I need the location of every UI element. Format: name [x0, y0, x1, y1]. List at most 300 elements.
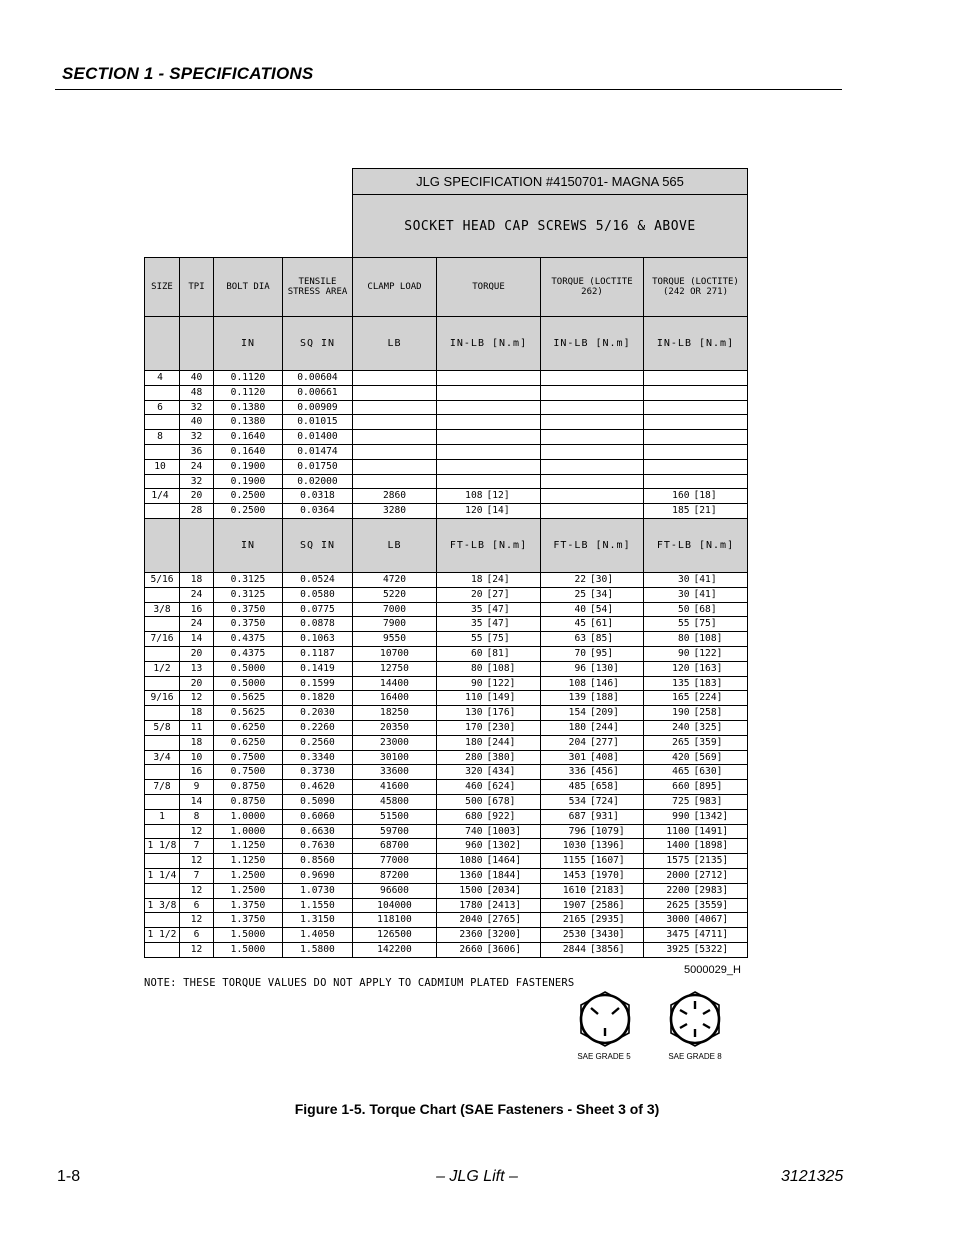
table-row: [145, 691, 748, 706]
table-row: [145, 444, 748, 459]
table-row: [145, 676, 748, 691]
torque-metric: [130]: [590, 662, 619, 674]
torque-metric: [163]: [693, 662, 723, 674]
table-row: [145, 913, 748, 928]
torque-cell: [437, 883, 541, 898]
torque-cell: [644, 371, 748, 386]
torque-metric: [81]: [486, 647, 510, 659]
torque-value: 740: [465, 825, 483, 837]
table-cell: 1/4: [145, 489, 180, 504]
torque-value: 485: [568, 781, 586, 793]
torque-metric: [68]: [693, 603, 717, 615]
table-cell: 33600: [353, 765, 437, 780]
table-cell: [145, 415, 180, 430]
table-cell: 118100: [353, 913, 437, 928]
table-cell: 96600: [353, 883, 437, 898]
torque-value: 55: [470, 633, 483, 645]
table-cell: 7000: [353, 602, 437, 617]
table-cell: 24: [180, 587, 214, 602]
table-cell: 11: [180, 720, 214, 735]
torque-cell: [644, 400, 748, 415]
table-cell: 45800: [353, 794, 437, 809]
grade-8-label: SAE GRADE 8: [668, 1052, 722, 1061]
torque-metric: [983]: [693, 795, 723, 807]
table-cell: 0.5625: [214, 691, 283, 706]
table-cell: 20350: [353, 720, 437, 735]
torque-metric: [2183]: [590, 884, 625, 896]
figure-caption: Figure 1-5. Torque Chart (SAE Fasteners - Sheet 3 of 3): [294, 1101, 660, 1117]
table-cell: [145, 504, 180, 519]
table-cell: 1.2500: [214, 883, 283, 898]
table-cell: [353, 474, 437, 489]
table-cell: 14: [180, 794, 214, 809]
table-cell: [145, 676, 180, 691]
torque-cell: [437, 632, 541, 647]
table-row: [145, 587, 748, 602]
torque-metric: [456]: [590, 766, 619, 778]
torque-cell: [541, 415, 644, 430]
table-row: [145, 839, 748, 854]
column-header-1: TPI: [180, 258, 214, 317]
table-cell: 9550: [353, 632, 437, 647]
torque-value: 45: [574, 618, 586, 630]
torque-metric: [1302]: [486, 840, 522, 852]
table-cell: [145, 883, 180, 898]
table-cell: 14400: [353, 676, 437, 691]
table-cell: 0.00909: [283, 400, 353, 415]
table-cell: 0.8560: [283, 854, 353, 869]
table-cell: 0.1640: [214, 444, 283, 459]
torque-value: 35: [470, 603, 483, 615]
torque-value: 2625: [666, 899, 690, 911]
torque-metric: [176]: [486, 707, 516, 719]
table-cell: 0.1187: [283, 646, 353, 661]
torque-value: 1360: [459, 869, 483, 881]
table-cell: 87200: [353, 868, 437, 883]
torque-cell: [437, 913, 541, 928]
torque-value: 120: [672, 662, 690, 674]
torque-cell: [644, 928, 748, 943]
table-cell: 1.1250: [214, 854, 283, 869]
table-cell: 0.01750: [283, 459, 353, 474]
torque-metric: [61]: [590, 618, 614, 630]
table-cell: 0.1900: [214, 474, 283, 489]
table-cell: 3280: [353, 504, 437, 519]
table-row: [145, 765, 748, 780]
table-cell: 0.7630: [283, 839, 353, 854]
table-cell: 0.3125: [214, 587, 283, 602]
torque-cell: [541, 504, 644, 519]
table-cell: 0.7500: [214, 750, 283, 765]
torque-metric: [47]: [486, 603, 510, 615]
table-cell: 12: [180, 824, 214, 839]
table-cell: 6: [145, 400, 180, 415]
torque-metric: [30]: [590, 573, 614, 585]
table-cell: 1.0000: [214, 824, 283, 839]
table-cell: 7: [180, 868, 214, 883]
table-row: [145, 898, 748, 913]
table-cell: 104000: [353, 898, 437, 913]
table-cell: [353, 385, 437, 400]
torque-metric: [4711]: [693, 929, 729, 941]
spec-line: JLG SPECIFICATION #4150701- MAGNA 565: [353, 169, 748, 195]
torque-value: 2165: [562, 914, 586, 926]
table-row: [145, 430, 748, 445]
torque-metric: [75]: [486, 633, 510, 645]
table-cell: 48: [180, 385, 214, 400]
table-cell: 0.2030: [283, 706, 353, 721]
table-cell: [145, 444, 180, 459]
table-cell: 0.1380: [214, 415, 283, 430]
torque-value: 460: [465, 781, 483, 793]
table-cell: 0.1120: [214, 371, 283, 386]
units-row-large-cell-0: [145, 518, 180, 572]
torque-value: 465: [672, 766, 690, 778]
table-cell: 0.3730: [283, 765, 353, 780]
torque-cell: [644, 854, 748, 869]
torque-value: 1780: [459, 899, 483, 911]
torque-metric: [2135]: [693, 855, 729, 867]
table-cell: 3/8: [145, 602, 180, 617]
table-cell: 0.0524: [283, 572, 353, 587]
torque-metric: [18]: [693, 490, 717, 502]
torque-metric: [146]: [590, 677, 619, 689]
units-row-small-cell-5: IN-LB [N.m]: [437, 317, 541, 371]
torque-metric: [41]: [693, 573, 717, 585]
table-cell: [145, 735, 180, 750]
torque-cell: [437, 898, 541, 913]
table-cell: 0.2500: [214, 504, 283, 519]
table-cell: [145, 706, 180, 721]
units-row-large-cell-2: IN: [214, 518, 283, 572]
torque-cell: [437, 706, 541, 721]
units-row-large-cell-1: [180, 518, 214, 572]
torque-cell: [437, 444, 541, 459]
torque-cell: [644, 444, 748, 459]
torque-cell: [541, 474, 644, 489]
table-cell: [353, 371, 437, 386]
torque-cell: [644, 632, 748, 647]
units-row-large-cell-6: FT-LB [N.m]: [541, 518, 644, 572]
torque-value: 80: [677, 633, 690, 645]
table-cell: 16: [180, 602, 214, 617]
table-cell: 0.1380: [214, 400, 283, 415]
torque-value: 108: [465, 490, 483, 502]
table-cell: 16400: [353, 691, 437, 706]
table-row: [145, 504, 748, 519]
torque-metric: [27]: [486, 588, 510, 600]
column-header-row: [145, 258, 748, 317]
torque-metric: [24]: [486, 573, 510, 585]
torque-cell: [541, 765, 644, 780]
torque-value: 2000: [666, 869, 690, 881]
torque-value: 180: [568, 721, 586, 733]
torque-cell: [437, 430, 541, 445]
torque-cell: [437, 646, 541, 661]
spec-title: SOCKET HEAD CAP SCREWS 5/16 & ABOVE: [353, 195, 748, 258]
torque-value: 160: [672, 490, 690, 502]
table-cell: 1 3/8: [145, 898, 180, 913]
table-cell: [353, 400, 437, 415]
units-row-small: [145, 317, 748, 371]
torque-cell: [541, 661, 644, 676]
torque-value: 25: [574, 588, 586, 600]
torque-value: 990: [672, 810, 690, 822]
torque-metric: [108]: [693, 633, 723, 645]
table-cell: 30100: [353, 750, 437, 765]
torque-value: 165: [672, 692, 690, 704]
table-row: [145, 415, 748, 430]
torque-metric: [85]: [590, 633, 614, 645]
table-cell: 0.1640: [214, 430, 283, 445]
torque-metric: [408]: [590, 751, 619, 763]
table-cell: [353, 415, 437, 430]
torque-value: 1155: [562, 855, 586, 867]
torque-value: 3925: [666, 943, 690, 955]
table-cell: 36: [180, 444, 214, 459]
torque-value: 1453: [562, 869, 586, 881]
torque-metric: [678]: [486, 795, 516, 807]
table-cell: 0.1120: [214, 385, 283, 400]
torque-metric: [244]: [590, 721, 619, 733]
table-cell: 18: [180, 735, 214, 750]
table-cell: 0.02000: [283, 474, 353, 489]
torque-cell: [644, 646, 748, 661]
torque-metric: [1491]: [693, 825, 729, 837]
torque-metric: [931]: [590, 810, 619, 822]
torque-cell: [644, 794, 748, 809]
torque-cell: [541, 602, 644, 617]
column-header-4: CLAMP LOAD: [353, 258, 437, 317]
torque-value: 154: [568, 707, 586, 719]
table-cell: 8: [145, 430, 180, 445]
torque-metric: [244]: [486, 736, 516, 748]
torque-metric: [434]: [486, 766, 516, 778]
table-cell: 1/2: [145, 661, 180, 676]
torque-cell: [644, 913, 748, 928]
section-title: SECTION 1 - SPECIFICATIONS: [62, 64, 314, 83]
torque-metric: [1003]: [486, 825, 522, 837]
torque-metric: [224]: [693, 692, 723, 704]
torque-value: 40: [574, 603, 586, 615]
torque-table: [144, 168, 748, 958]
table-cell: 0.3750: [214, 602, 283, 617]
torque-cell: [437, 794, 541, 809]
torque-value: 80: [470, 662, 483, 674]
table-row: [145, 824, 748, 839]
torque-metric: [1396]: [590, 840, 625, 852]
torque-value: 660: [672, 781, 690, 793]
cadmium-note: NOTE: THESE TORQUE VALUES DO NOT APPLY TO CADMIUM PLATED FASTENERS: [144, 977, 575, 989]
table-cell: 4720: [353, 572, 437, 587]
table-cell: [145, 646, 180, 661]
torque-metric: [359]: [693, 736, 723, 748]
torque-metric: [41]: [693, 588, 717, 600]
table-cell: 6: [180, 928, 214, 943]
torque-cell: [437, 489, 541, 504]
table-cell: [145, 854, 180, 869]
torque-value: 60: [470, 647, 483, 659]
units-row-large-cell-4: LB: [353, 518, 437, 572]
torque-value: 687: [568, 810, 586, 822]
torque-cell: [541, 809, 644, 824]
table-cell: 0.00661: [283, 385, 353, 400]
torque-value: 500: [465, 795, 483, 807]
units-row-small-cell-2: IN: [214, 317, 283, 371]
torque-cell: [437, 868, 541, 883]
table-row: [145, 646, 748, 661]
torque-value: 55: [677, 618, 690, 630]
torque-cell: [644, 706, 748, 721]
table-row: [145, 385, 748, 400]
table-cell: 12: [180, 691, 214, 706]
table-cell: 24: [180, 617, 214, 632]
table-cell: 1.0730: [283, 883, 353, 898]
table-cell: 0.1900: [214, 459, 283, 474]
table-row: [145, 617, 748, 632]
torque-value: 301: [568, 751, 586, 763]
table-row: [145, 942, 748, 957]
table-cell: 0.4620: [283, 780, 353, 795]
torque-cell: [437, 617, 541, 632]
table-cell: 126500: [353, 928, 437, 943]
torque-metric: [2712]: [693, 869, 729, 881]
torque-metric: [230]: [486, 721, 516, 733]
table-cell: 0.9690: [283, 868, 353, 883]
table-row: [145, 371, 748, 386]
table-cell: 5/8: [145, 720, 180, 735]
torque-cell: [644, 868, 748, 883]
torque-cell: [541, 430, 644, 445]
table-cell: 1.2500: [214, 868, 283, 883]
torque-value: 725: [672, 795, 690, 807]
torque-metric: [188]: [590, 692, 619, 704]
table-cell: 59700: [353, 824, 437, 839]
table-cell: 3/4: [145, 750, 180, 765]
units-row-small-cell-6: IN-LB [N.m]: [541, 317, 644, 371]
torque-metric: [569]: [693, 751, 723, 763]
torque-value: 2660: [459, 943, 483, 955]
table-cell: 0.3125: [214, 572, 283, 587]
torque-metric: [3559]: [693, 899, 729, 911]
table-cell: 0.0878: [283, 617, 353, 632]
table-cell: [145, 942, 180, 957]
table-cell: 12: [180, 913, 214, 928]
table-cell: 1.3750: [214, 898, 283, 913]
table-cell: 40: [180, 415, 214, 430]
table-cell: 1.3150: [283, 913, 353, 928]
units-row-small-cell-7: IN-LB [N.m]: [644, 317, 748, 371]
table-cell: 18: [180, 572, 214, 587]
table-row: [145, 602, 748, 617]
torque-metric: [122]: [486, 677, 516, 689]
table-cell: 10: [145, 459, 180, 474]
torque-cell: [437, 735, 541, 750]
torque-cell: [541, 706, 644, 721]
torque-value: 20: [470, 588, 483, 600]
table-cell: 4: [145, 371, 180, 386]
torque-value: 265: [672, 736, 690, 748]
torque-metric: [2983]: [693, 884, 729, 896]
torque-value: 185: [672, 505, 690, 517]
table-cell: 1: [145, 809, 180, 824]
torque-value: 50: [677, 603, 690, 615]
torque-cell: [541, 824, 644, 839]
torque-cell: [644, 661, 748, 676]
table-cell: 0.5000: [214, 676, 283, 691]
torque-cell: [644, 750, 748, 765]
units-row-small-cell-4: LB: [353, 317, 437, 371]
torque-metric: [14]: [486, 505, 510, 517]
torque-value: 30: [677, 588, 690, 600]
torque-value: 90: [677, 647, 690, 659]
table-cell: 18: [180, 706, 214, 721]
torque-value: 1030: [562, 840, 586, 852]
torque-cell: [437, 415, 541, 430]
torque-value: 2844: [562, 943, 586, 955]
table-cell: 12: [180, 942, 214, 957]
torque-value: 1400: [666, 840, 690, 852]
torque-cell: [644, 765, 748, 780]
table-cell: 0.1419: [283, 661, 353, 676]
torque-cell: [437, 474, 541, 489]
table-cell: 5/16: [145, 572, 180, 587]
torque-cell: [437, 765, 541, 780]
torque-cell: [541, 942, 644, 957]
table-cell: 7/8: [145, 780, 180, 795]
torque-metric: [258]: [693, 707, 723, 719]
torque-value: 18: [470, 573, 483, 585]
torque-cell: [437, 385, 541, 400]
torque-metric: [1607]: [590, 855, 625, 867]
table-row: [145, 750, 748, 765]
torque-cell: [644, 474, 748, 489]
table-cell: 1.5800: [283, 942, 353, 957]
table-cell: 1 1/4: [145, 868, 180, 883]
table-row: [145, 794, 748, 809]
torque-metric: [12]: [486, 490, 510, 502]
torque-value: 3475: [666, 929, 690, 941]
torque-value: 534: [568, 795, 586, 807]
table-cell: 0.6250: [214, 720, 283, 735]
table-cell: [145, 824, 180, 839]
table-cell: 0.01015: [283, 415, 353, 430]
table-cell: 1.1250: [214, 839, 283, 854]
table-cell: 12: [180, 883, 214, 898]
table-cell: 1.1550: [283, 898, 353, 913]
table-row: [145, 868, 748, 883]
table-cell: 40: [180, 371, 214, 386]
torque-metric: [658]: [590, 781, 619, 793]
table-cell: 0.0364: [283, 504, 353, 519]
table-cell: 18250: [353, 706, 437, 721]
table-cell: 0.2500: [214, 489, 283, 504]
torque-cell: [644, 720, 748, 735]
table-cell: 68700: [353, 839, 437, 854]
table-cell: [145, 474, 180, 489]
table-cell: 24: [180, 459, 214, 474]
column-header-0: SIZE: [145, 258, 180, 317]
torque-cell: [437, 661, 541, 676]
torque-value: 1100: [666, 825, 690, 837]
torque-cell: [437, 839, 541, 854]
torque-cell: [644, 691, 748, 706]
table-cell: 0.5625: [214, 706, 283, 721]
torque-metric: [1464]: [486, 855, 522, 867]
torque-value: 35: [470, 618, 483, 630]
table-row: [145, 780, 748, 795]
table-cell: 0.5090: [283, 794, 353, 809]
